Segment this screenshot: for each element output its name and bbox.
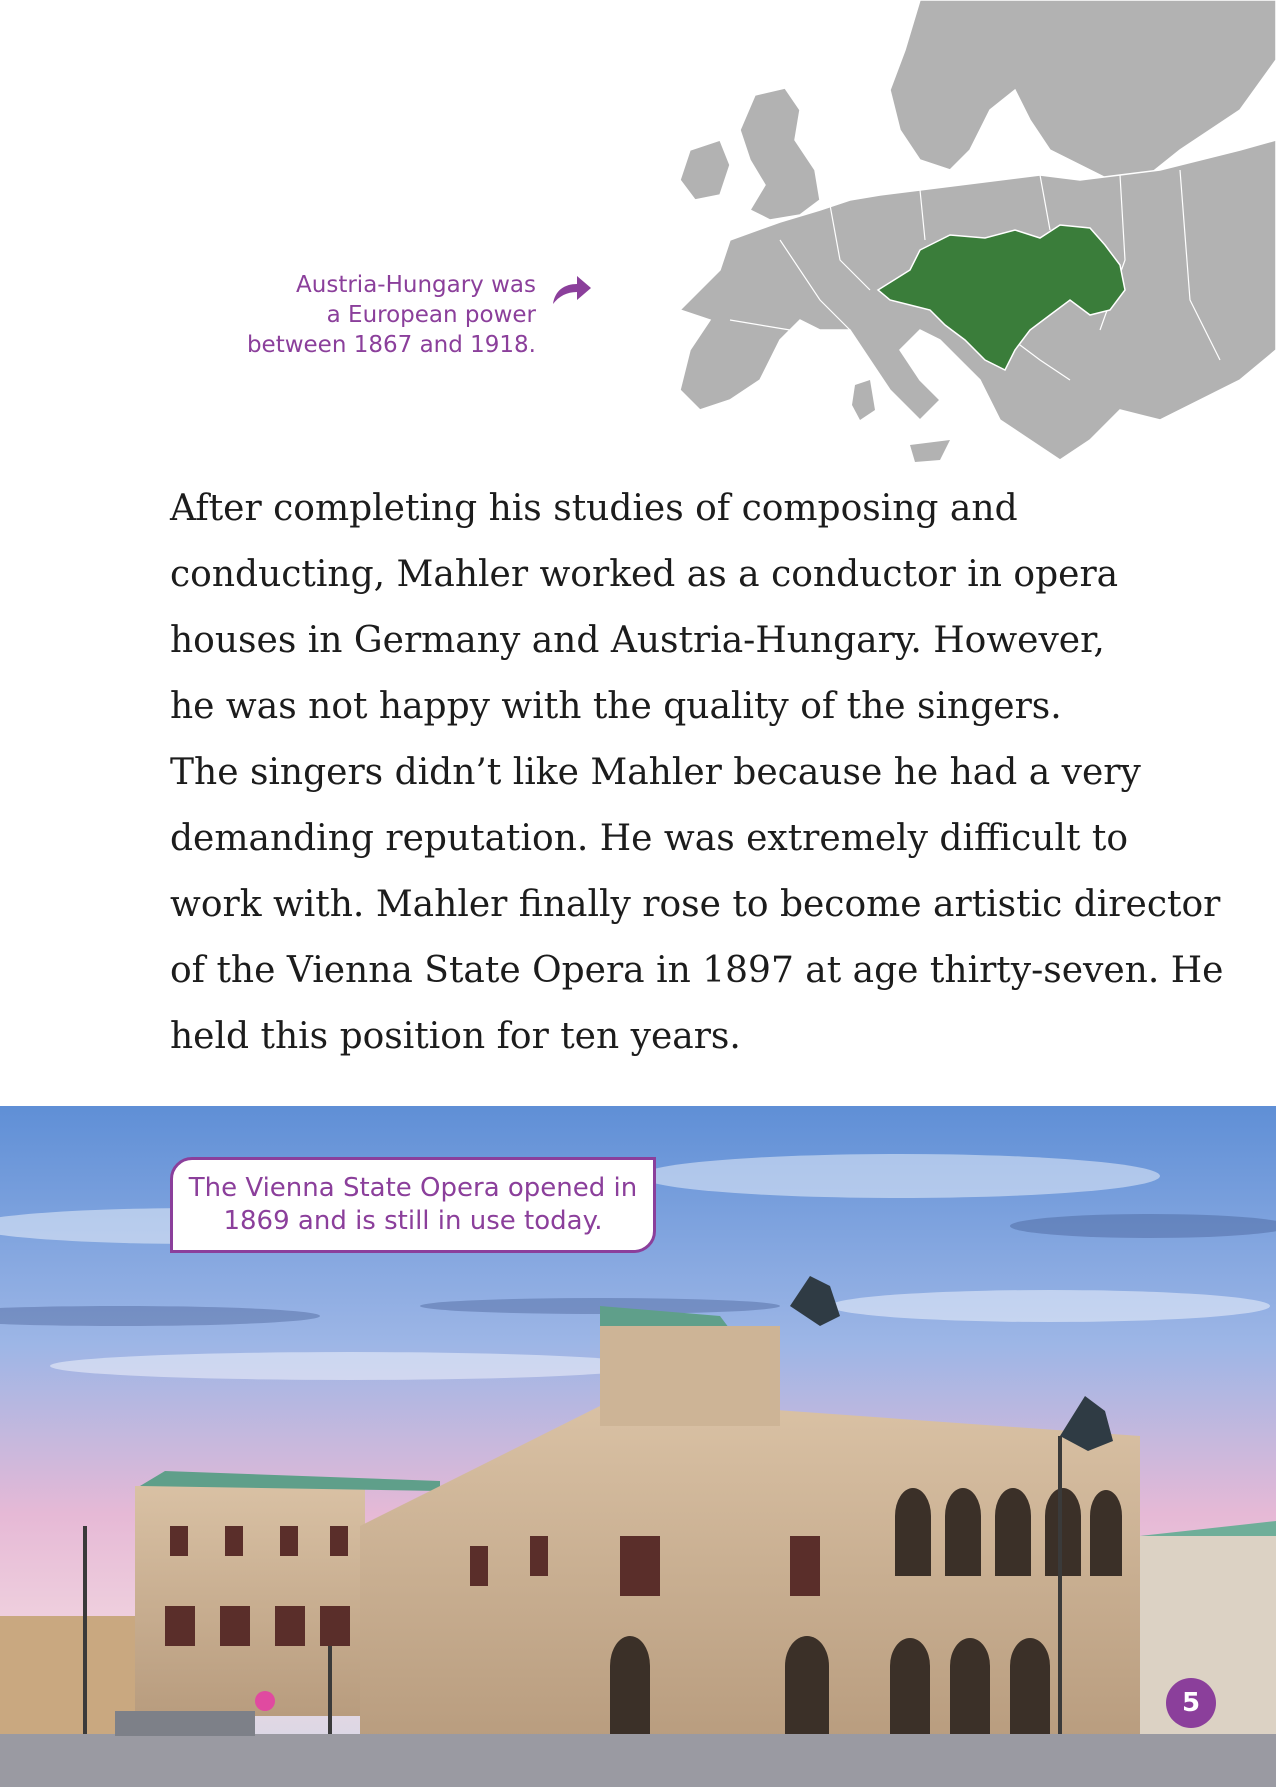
paragraph-line: held this position for ten years. <box>170 1016 741 1057</box>
curved-arrow-icon <box>549 272 593 308</box>
paragraph-line: of the Vienna State Opera in 1897 at age thirty-seven. He <box>170 950 1224 991</box>
ireland-shape <box>680 140 730 200</box>
photo-caption-line: The Vienna State Opera opened in <box>188 1173 638 1203</box>
paragraph-line: The singers didn’t like Mahler because he had a very <box>170 752 1141 793</box>
paragraph-line: demanding reputation. He was extremely difficult to <box>170 818 1128 859</box>
photo-caption <box>170 1157 656 1253</box>
sardinia-shape <box>852 380 875 420</box>
paragraph-line: After completing his studies of composing and <box>170 488 1018 529</box>
map-caption-line: between 1867 and 1918. <box>246 332 536 358</box>
paragraph-line: conducting, Mahler worked as a conductor in opera <box>170 554 1119 595</box>
map-caption-line: Austria-Hungary was <box>296 272 536 298</box>
sicily-shape <box>910 440 950 462</box>
map-caption-line: a European power <box>326 302 536 328</box>
europe-map <box>620 0 1276 470</box>
photo-caption-line: 1869 and is still in use today. <box>223 1206 603 1236</box>
britain-shape <box>740 88 820 220</box>
paragraph-line: houses in Germany and Austria-Hungary. However, <box>170 620 1105 661</box>
paragraph-line: work with. Mahler finally rose to become artistic director <box>170 884 1221 925</box>
body-paragraph <box>170 476 1224 1070</box>
map-caption <box>200 270 536 360</box>
street <box>0 1734 1276 1787</box>
paragraph-line: he was not happy with the quality of the singers. <box>170 686 1062 727</box>
page-number: 5 <box>1166 1678 1216 1728</box>
